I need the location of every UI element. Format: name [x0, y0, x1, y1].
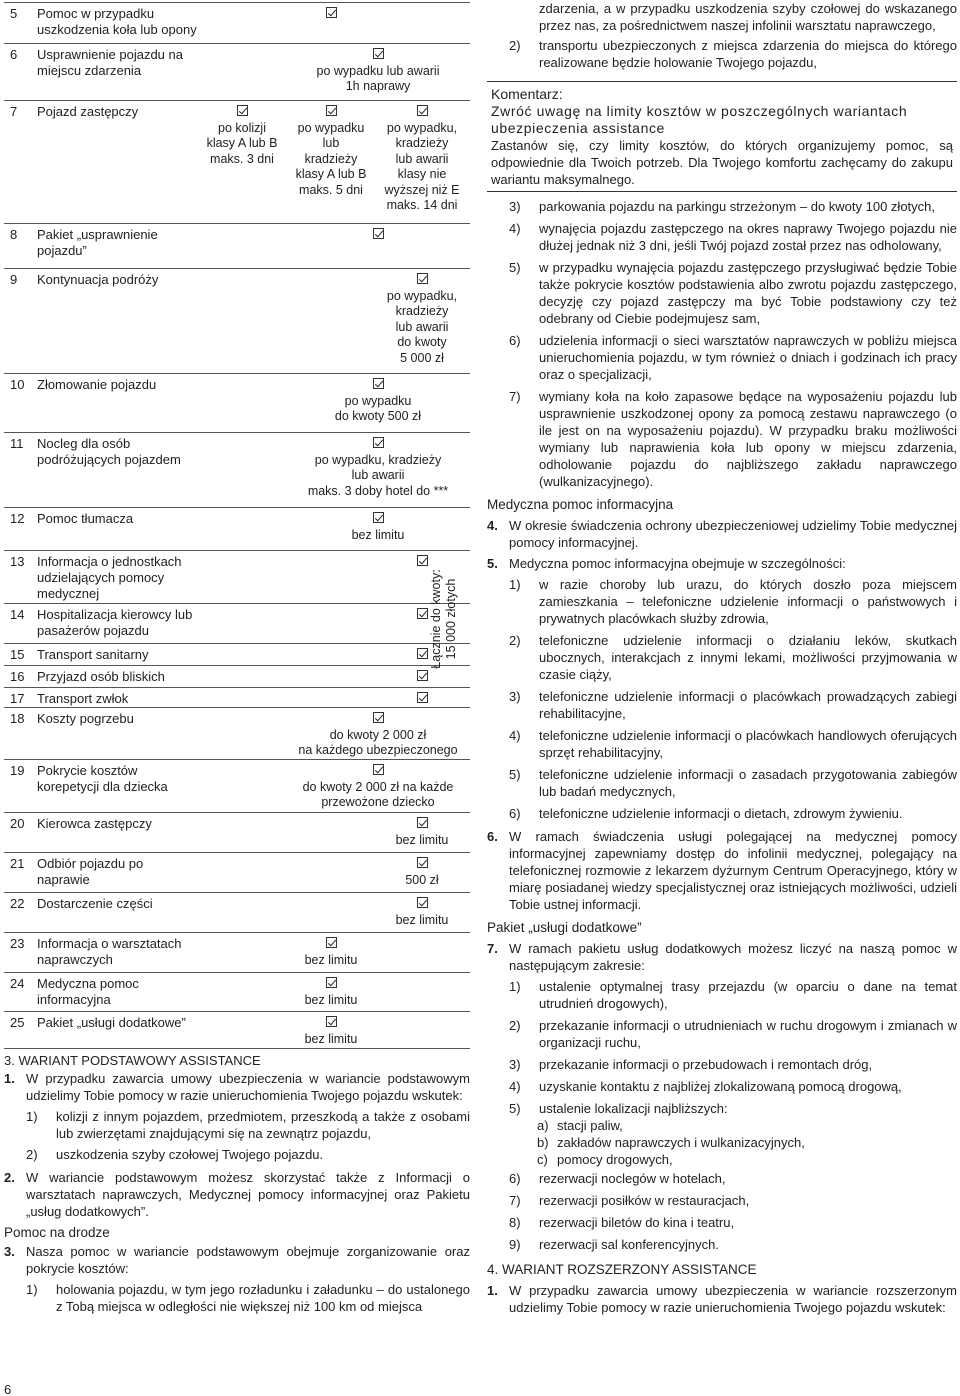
table-row: [4, 603, 470, 643]
checkbox-checked-icon: [326, 937, 337, 948]
paragraph-number: 7.: [487, 941, 498, 956]
total-limit-vertical-note: [421, 554, 467, 684]
item-text: rezerwacji posiłków w restauracjach,: [539, 1193, 750, 1208]
checkbox-checked-icon: [417, 105, 428, 116]
paragraph-4: [487, 517, 957, 551]
item-number: 5): [509, 260, 521, 275]
table-row: [4, 852, 470, 892]
paragraph-7: [487, 940, 957, 974]
checkbox-checked-icon: [373, 228, 384, 239]
row-label: Transport zwłok: [37, 691, 129, 706]
item-text: stacji paliw,: [557, 1118, 623, 1133]
list-item: [487, 688, 957, 722]
item-text: transportu ubezpieczonych z miejsca zdarzenia do miejsca do którego realizowane będzie holowanie Twojego pojazdu,: [539, 38, 957, 70]
row-number: 13: [10, 554, 25, 569]
cell-text: do kwoty 2 000 zł na każde przewożone dziecko: [302, 779, 454, 809]
item-text: telefoniczne udzielenie informacji o działaniu leków, skutkach ubocznych, interakcjach z innymi lekami, możliwości przyjmowania w czasie ciąży,: [539, 633, 957, 682]
item-text: pomocy drogowych,: [557, 1152, 673, 1167]
row-number: 22: [10, 896, 25, 911]
checkbox-checked-icon: [373, 437, 384, 448]
cell-text: po wypadku lub awarii 1h naprawy: [316, 63, 440, 93]
checkbox-checked-icon: [417, 897, 428, 908]
checkbox-checked-icon: [237, 105, 248, 116]
cell-text: bez limitu: [395, 912, 449, 927]
item-text: zakładów naprawczych i wulkanizacyjnych,: [557, 1135, 805, 1150]
left-text-column: [4, 1052, 470, 1315]
table-row: [4, 892, 470, 932]
continued-item: [487, 0, 957, 34]
row-number: 10: [10, 377, 25, 392]
item-number: a): [537, 1118, 549, 1133]
item-number: 4): [509, 1079, 521, 1094]
table-row: [4, 223, 470, 268]
right-text-column: [487, 0, 957, 1316]
list-item: [487, 1151, 957, 1168]
item-text: przekazanie informacji o przebudowach i remontach dróg,: [539, 1057, 873, 1072]
item-text: wymiany koła na koło zapasowe będące na wyposażeniu pojazdu lub usprawnienie uszkodzonej opony za pomocą zestawu naprawczego (o ile jest on na wyposażeniu pojazdu). W przypadku braku możliwości wymiany lub naprawienia koła lub opony w miejscu zdarzenia, odholowanie pojazdu do najbliższego zakładu naprawczego (wulkanizacyjnego).: [539, 389, 957, 489]
checkbox-checked-icon: [417, 817, 428, 828]
item-text: rezerwacji noclegów w hotelach,: [539, 1171, 726, 1186]
list-item: [487, 1134, 957, 1151]
paragraph-text: W przypadku zawarcia umowy ubezpieczenia w wariancie rozszerzonym udzielimy Tobie pomocy w razie unieruchomienia Twojego pojazdu wskutek:: [509, 1283, 957, 1315]
item-text: zdarzenia, a w przypadku uszkodzenia szyby czołowej do wskazanego przez nas, za pośrednictwem naszej infolinii warsztatu naprawczego,: [539, 1, 957, 33]
item-number: 6): [509, 806, 521, 821]
item-text: telefoniczne udzielenie informacji o placówkach prowadzących zabiegi rehabilitacyjne,: [539, 689, 957, 721]
list-item: [487, 1100, 957, 1117]
paragraph-number: 5.: [487, 556, 498, 571]
paragraph-text: W przypadku zawarcia umowy ubezpieczenia w wariancie podstawowym udzielimy Tobie pomocy w razie unieruchomienia Twojego pojazdu wskutek:: [26, 1071, 470, 1103]
list-item: [4, 1281, 470, 1315]
row-number: 16: [10, 669, 25, 684]
row-label: Informacja o warsztatach naprawczych: [37, 936, 182, 967]
paragraph-number: 1.: [4, 1071, 15, 1086]
paragraph-number: 6.: [487, 829, 498, 844]
paragraph-text: Nasza pomoc w wariancie podstawowym obejmuje zorganizowanie oraz pokrycie kosztów:: [26, 1244, 470, 1276]
table-row: [4, 432, 470, 507]
row-label: Koszty pogrzebu: [37, 711, 134, 726]
paragraph-number: 3.: [4, 1244, 15, 1259]
row-label: Złomowanie pojazdu: [37, 377, 157, 392]
comment-box: [487, 81, 957, 192]
item-text: uzyskanie kontaktu z najbliżej zlokalizowaną pomocą drogową,: [539, 1079, 902, 1094]
checkbox-checked-icon: [326, 105, 337, 116]
item-number: 8): [509, 1215, 521, 1230]
item-number: 3): [509, 689, 521, 704]
table-bottom-border: [4, 1048, 470, 1049]
item-number: 2): [26, 1147, 38, 1162]
row-label: Medyczna pomoc informacyjna: [37, 976, 139, 1007]
section-heading-basic: 3. WARIANT PODSTAWOWY ASSISTANCE: [4, 1053, 261, 1068]
row-label: Pakiet „usprawnienie pojazdu”: [37, 227, 158, 258]
table-row: [4, 373, 470, 432]
item-text: uszkodzenia szyby czołowej Twojego pojazdu.: [56, 1147, 324, 1162]
table-row: [4, 812, 470, 852]
coverage-cell: [377, 690, 467, 708]
table-row: [4, 932, 470, 972]
row-number: 11: [10, 436, 24, 451]
item-number: c): [537, 1152, 548, 1167]
list-item: [487, 388, 957, 490]
table-row: [4, 43, 470, 100]
item-number: 2): [509, 1018, 521, 1033]
row-number: 8: [10, 227, 18, 242]
item-text: holowania pojazdu, w tym jego rozładunku i załadunku – do ustalonego z Tobą miejsca w odległości nie większej niż 100 km od miejsca: [56, 1282, 470, 1314]
coverage-cell: [286, 1014, 376, 1047]
item-number: b): [537, 1135, 549, 1150]
item-text: telefoniczne udzielenie informacji o placówkach handlowych oferujących sprzęt rehabilitacyjny,: [539, 728, 957, 760]
item-number: 1): [509, 577, 521, 592]
coverage-cell: [286, 103, 376, 198]
checkbox-checked-icon: [373, 512, 384, 523]
cell-text: bez limitu: [304, 952, 358, 967]
row-label: Hospitalizacja kierowcy lub pasażerów pojazdu: [37, 607, 193, 638]
coverage-cell: [197, 103, 287, 167]
list-item: [487, 37, 957, 71]
coverage-cell: [283, 226, 473, 244]
total-limit-text: Łącznie do kwoty: 15 000 złotych: [429, 569, 458, 669]
item-text: w przypadku wynajęcia pojazdu zastępczego przysługiwać będzie Tobie także pokrycie kosztów podstawienia albo zwrotu pojazdu zastępczego, decyzję czy pojazd zastępczy ma być Tobie podstawiony czy też odebrany od Ciebie podejmujesz sam,: [539, 260, 957, 326]
item-text: wynajęcia pojazdu zastępczego na okres naprawy Twojego pojazdu nie dłużej jednak niż 3 dni, jeśli Twój pojazd został przez nas odholowany,: [539, 221, 957, 253]
table-row: [4, 759, 470, 812]
paragraph-number: 4.: [487, 518, 498, 533]
paragraph-text: W wariancie podstawowym możesz skorzystać także z Informacji o warsztatach naprawczych, Medycznej pomocy informacyjnej oraz Pakietu „usług dodatkowych”.: [26, 1170, 470, 1219]
row-label: Usprawnienie pojazdu na miejscu zdarzenia: [37, 47, 183, 78]
cell-text: po kolizji klasy A lub B maks. 3 dni: [206, 120, 278, 166]
coverage-cell: [377, 815, 467, 848]
paragraph-text: W ramach świadczenia usługi polegającej na medycznej pomocy informacyjnej zapewniamy dostęp do infolinii medycznej, polegający na telefonicznej rozmowie z lekarzem dyżurnym Centrum Operacyjnego, który w miarę posiadanej wiedzy specjalistycznej oraz istniejących możliwości, udzieli Tobie ustnej informacji.: [509, 829, 957, 912]
cell-text: 500 zł: [405, 872, 439, 887]
item-number: 1): [26, 1109, 38, 1124]
coverage-cell: [377, 271, 467, 366]
item-number: 2): [509, 633, 521, 648]
row-number: 14: [10, 607, 25, 622]
row-label: Pokrycie kosztów korepetycji dla dziecka: [37, 763, 168, 794]
cell-text: bez limitu: [304, 1031, 358, 1046]
row-label: Kierowca zastępczy: [37, 816, 152, 831]
checkbox-checked-icon: [373, 764, 384, 775]
list-item: [4, 1146, 470, 1163]
comment-title: Komentarz:: [491, 86, 563, 102]
item-number: 1): [26, 1282, 38, 1297]
cell-text: po wypadku do kwoty 500 zł: [334, 393, 422, 423]
table-row: [4, 507, 470, 550]
coverage-table: [4, 2, 470, 1048]
coverage-cell: [286, 5, 376, 23]
item-number: 7): [509, 389, 521, 404]
item-text: ustalenie optymalnej trasy przejazdu (w oparciu o dane na temat utrudnień drogowych),: [539, 979, 957, 1011]
list-item: [487, 766, 957, 800]
row-label: Odbiór pojazdu po naprawie: [37, 856, 144, 887]
row-label: Pomoc w przypadku uszkodzenia koła lub opony: [37, 6, 197, 37]
comment-warning: Zwróć uwagę na limity kosztów w poszczególnych wariantach ubezpieczenia assistance: [491, 103, 908, 136]
comment-body: Zastanów się, czy limity kosztów, do których organizujemy pomoc, są odpowiednie dla Twoich potrzeb. Dla Twojego komfortu zachęcamy do zakupu wariantu maksymalnego.: [491, 138, 953, 187]
paragraph-5: [487, 555, 957, 572]
table-row: [4, 707, 470, 759]
checkbox-checked-icon: [417, 692, 428, 703]
row-number: 25: [10, 1015, 25, 1030]
list-item: [487, 1017, 957, 1051]
item-text: przekazanie informacji o utrudnieniach w ruchu drogowym i zmianach w organizacji ruchu,: [539, 1018, 957, 1050]
paragraph-text: W ramach pakietu usług dodatkowych możesz liczyć na naszą pomoc w następującym zakresie:: [509, 941, 957, 973]
paragraph-1-extended: [487, 1282, 957, 1316]
row-number: 6: [10, 47, 18, 62]
cell-text: po wypadku, kradzieży lub awarii maks. 3 doby hotel do ***: [307, 452, 449, 498]
coverage-cell: [283, 510, 473, 543]
row-number: 15: [10, 647, 25, 662]
table-row: [4, 687, 470, 707]
coverage-cell: [377, 103, 467, 214]
paragraph-3: [4, 1243, 470, 1277]
list-item: [487, 978, 957, 1012]
row-number: 7: [10, 104, 18, 119]
paragraph-number: 1.: [487, 1283, 498, 1298]
subheading-road-help: Pomoc na drodze: [4, 1225, 110, 1240]
paragraph-number: 2.: [4, 1170, 15, 1185]
list-item: [487, 1214, 957, 1231]
item-text: ustalenie lokalizacji najbliższych:: [539, 1101, 728, 1116]
table-row: [4, 972, 470, 1011]
checkbox-checked-icon: [373, 712, 384, 723]
row-label: Pojazd zastępczy: [37, 104, 139, 119]
coverage-cell: [283, 435, 473, 499]
paragraph-text: Medyczna pomoc informacyjna obejmuje w szczególności:: [509, 556, 846, 571]
coverage-cell: [283, 710, 473, 759]
table-row: [4, 1011, 470, 1048]
item-text: rezerwacji biletów do kina i teatru,: [539, 1215, 735, 1230]
list-item: [487, 1056, 957, 1073]
item-number: 3): [509, 1057, 521, 1072]
cell-text: bez limitu: [304, 992, 358, 1007]
item-text: parkowania pojazdu na parkingu strzeżonym – do kwoty 100 złotych,: [539, 199, 935, 214]
item-number: 6): [509, 333, 521, 348]
paragraph-text: W okresie świadczenia ochrony ubezpieczeniowej udzielimy Tobie medycznej pomocy informacyjnej.: [509, 518, 957, 550]
section-medical-info: Medyczna pomoc informacyjna: [487, 497, 674, 512]
section-heading-extended: 4. WARIANT ROZSZERZONY ASSISTANCE: [487, 1262, 757, 1277]
row-number: 9: [10, 272, 18, 287]
row-number: 5: [10, 6, 18, 21]
page-number: 6: [4, 1382, 12, 1396]
item-number: 5): [509, 1101, 521, 1116]
list-item: [4, 1108, 470, 1142]
row-label: Dostarczenie części: [37, 896, 153, 911]
coverage-cell: [283, 762, 473, 811]
row-label: Informacja o jednostkach udzielających pomocy medycznej: [37, 554, 182, 601]
item-text: kolizji z innym pojazdem, przedmiotem, przeszkodą a także z osobami lub zwierzętami znajdującymi się na zewnątrz pojazdu,: [56, 1109, 470, 1141]
item-number: 1): [509, 979, 521, 994]
cell-text: po wypadku lub kradzieży klasy A lub B maks. 5 dni: [295, 120, 367, 197]
paragraph-1: [4, 1070, 470, 1104]
list-item: [487, 1078, 957, 1095]
item-number: 7): [509, 1193, 521, 1208]
list-item: [487, 727, 957, 761]
item-text: w razie choroby lub urazu, do których doszło poza miejscem zamieszkania – telefoniczne udzielenie informacji o państwowych i prywatnych placówkach służby zdrowia,: [539, 577, 957, 626]
list-item: [487, 1117, 957, 1134]
row-number: 23: [10, 936, 25, 951]
cell-text: po wypadku, kradzieży lub awarii do kwoty 5 000 zł: [386, 288, 458, 365]
row-label: Pakiet „usługi dodatkowe”: [37, 1015, 186, 1030]
list-item: [487, 1170, 957, 1187]
item-number: 9): [509, 1237, 521, 1252]
row-number: 21: [10, 856, 25, 871]
checkbox-checked-icon: [326, 7, 337, 18]
table-row: [4, 550, 470, 603]
row-number: 20: [10, 816, 25, 831]
list-item: [487, 198, 957, 215]
item-number: 4): [509, 728, 521, 743]
row-label: Pomoc tłumacza: [37, 511, 134, 526]
paragraph-2: [4, 1169, 470, 1220]
cell-text: bez limitu: [351, 527, 405, 542]
table-row: [4, 100, 470, 223]
row-number: 19: [10, 763, 25, 778]
list-item: [487, 1236, 957, 1253]
row-label: Kontynuacja podróży: [37, 272, 159, 287]
item-number: 4): [509, 221, 521, 236]
item-text: telefoniczne udzielenie informacji o zasadach przygotowania zabiegów lub badań medycznych,: [539, 767, 957, 799]
item-number: 5): [509, 767, 521, 782]
list-item: [487, 805, 957, 822]
coverage-cell: [283, 46, 473, 95]
coverage-cell: [286, 975, 376, 1008]
list-item: [487, 220, 957, 254]
item-number: 2): [509, 38, 521, 53]
list-item: [487, 259, 957, 327]
row-label: Nocleg dla osób podróżujących pojazdem: [37, 436, 181, 467]
list-item: [487, 1192, 957, 1209]
table-row: [4, 268, 470, 373]
row-label: Transport sanitarny: [37, 647, 149, 662]
table-row: [4, 643, 470, 665]
row-number: 17: [10, 691, 25, 706]
row-number: 18: [10, 711, 25, 726]
cell-text: po wypadku, kradzieży lub awarii klasy nie wyższej niż E maks. 14 dni: [384, 120, 460, 212]
checkbox-checked-icon: [326, 977, 337, 988]
item-number: 3): [509, 199, 521, 214]
row-label: Przyjazd osób bliskich: [37, 669, 165, 684]
list-item: [487, 632, 957, 683]
coverage-cell: [377, 855, 467, 888]
table-row: [4, 2, 470, 43]
item-text: rezerwacji sal konferencyjnych.: [539, 1237, 719, 1252]
table-row: [4, 665, 470, 687]
item-number: 6): [509, 1171, 521, 1186]
coverage-cell: [377, 895, 467, 928]
cell-text: bez limitu: [395, 832, 449, 847]
checkbox-checked-icon: [417, 273, 428, 284]
checkbox-checked-icon: [373, 378, 384, 389]
coverage-cell: [286, 935, 376, 968]
checkbox-checked-icon: [373, 48, 384, 59]
checkbox-checked-icon: [326, 1016, 337, 1027]
row-number: 12: [10, 511, 25, 526]
checkbox-checked-icon: [417, 857, 428, 868]
paragraph-6: [487, 828, 957, 913]
item-text: telefoniczne udzielenie informacji o dietach, zdrowym żywieniu.: [539, 806, 903, 821]
coverage-cell: [283, 376, 473, 425]
list-item: [487, 332, 957, 383]
list-item: [487, 576, 957, 627]
section-extra-services: Pakiet „usługi dodatkowe”: [487, 920, 642, 935]
item-text: udzielenia informacji o sieci warsztatów naprawczych w pobliżu miejsca unieruchomienia pojazdu, w tym również o dniach i godzinach ich pracy oraz o specjalizacji,: [539, 333, 957, 382]
cell-text: do kwoty 2 000 zł na każdego ubezpieczonego: [298, 727, 458, 757]
row-number: 24: [10, 976, 25, 991]
